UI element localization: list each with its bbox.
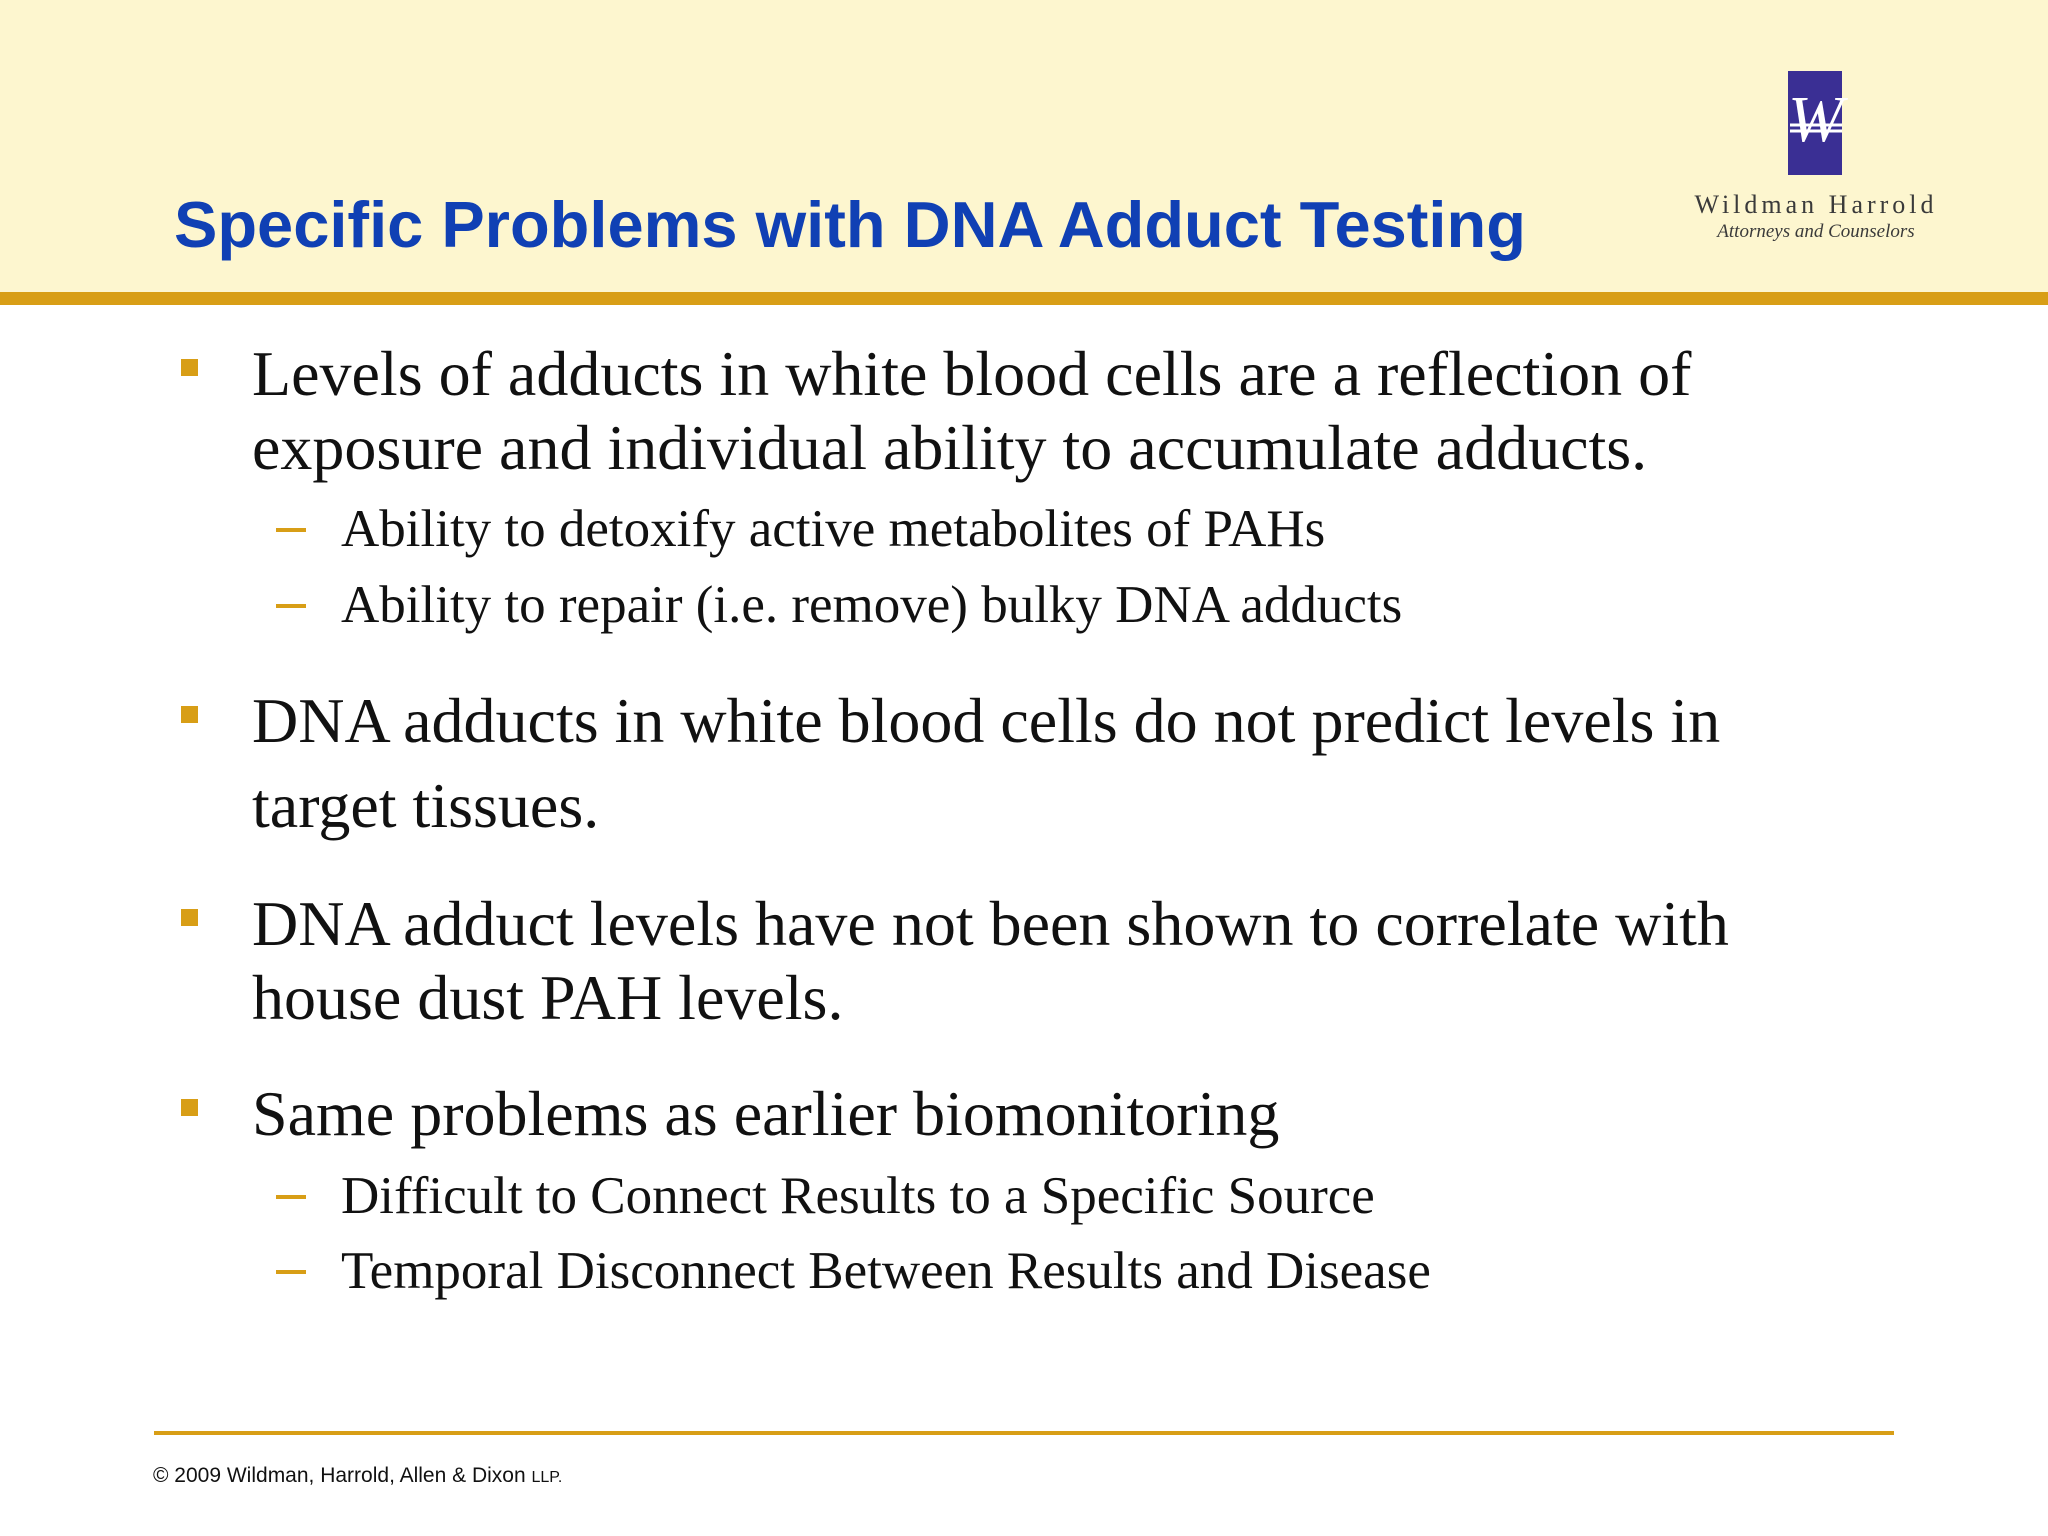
bullet-marker (181, 706, 198, 723)
header-divider (0, 292, 2048, 305)
sub-bullet-text: Ability to detoxify active metabolites of PAHs (341, 500, 1326, 558)
bullet-line: Same problems as earlier biomonitoring (252, 1078, 1280, 1149)
logo-firm-name: Wildman Harrold (1694, 190, 1938, 219)
bullet-marker (181, 1099, 198, 1116)
bullet-marker (181, 909, 198, 926)
copyright-text: © 2009 Wildman, Harrold, Allen & Dixon (153, 1464, 526, 1487)
copyright-suffix: LLP. (531, 1469, 563, 1486)
bullet-line: Levels of adducts in white blood cells are a reflection of (252, 338, 1692, 409)
sub-bullet-dash (276, 528, 306, 532)
logo-w-letter: W (1788, 85, 1843, 155)
sub-bullet-text: Ability to repair (i.e. remove) bulky DNA adducts (341, 576, 1403, 634)
bullet-line: house dust PAH levels. (252, 962, 844, 1033)
sub-bullet-dash (276, 604, 306, 608)
sub-bullet-dash (276, 1270, 306, 1274)
bullet-line: target tissues. (252, 770, 600, 841)
logo-w-glyph (1784, 85, 1848, 155)
bullet-line: exposure and individual ability to accumulate adducts. (252, 412, 1648, 483)
logo-tagline: Attorneys and Counselors (1717, 221, 1915, 242)
footer-divider (154, 1431, 1894, 1435)
footer-copyright (153, 1464, 562, 1488)
logo-w-icon (1788, 71, 1842, 175)
bullet-line: DNA adduct levels have not been shown to correlate with (252, 888, 1729, 959)
sub-bullet-text: Temporal Disconnect Between Results and Disease (341, 1242, 1431, 1300)
sub-bullet-dash (276, 1195, 306, 1199)
bullet-marker (181, 359, 198, 376)
bullet-line: DNA adducts in white blood cells do not predict levels in (252, 685, 1721, 756)
slide-title: Specific Problems with DNA Adduct Testing (174, 188, 1526, 261)
sub-bullet-text: Difficult to Connect Results to a Specific Source (341, 1167, 1375, 1225)
